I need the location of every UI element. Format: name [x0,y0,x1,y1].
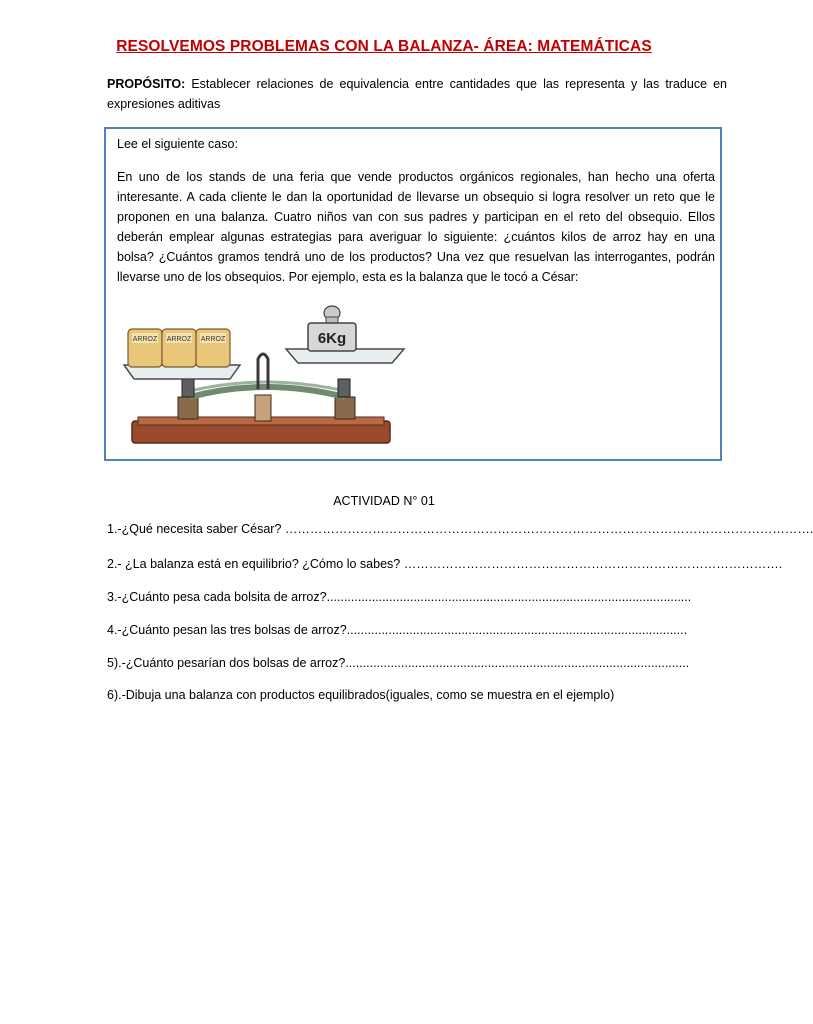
balance-scale-illustration [120,299,405,457]
question-3: 3.-¿Cuánto pesa cada bolsita de arroz?......................................................................................................... [107,590,692,604]
purpose-text: Establecer relaciones de equivalencia entre cantidades que las representa y las traduce en expresiones aditivas [107,77,727,111]
purpose-paragraph [107,74,727,114]
svg-text:6Kg: 6Kg [317,330,347,347]
svg-text:ARROZ: ARROZ [166,336,192,343]
rice-bag-icon [162,329,196,367]
page-title: RESOLVEMOS PROBLEMAS CON LA BALANZA- ÁREA: MATEMÁTICAS [116,38,652,55]
question-6: 6).-Dibuja una balanza con productos equilibrados(iguales, como se muestra en el ejemplo) [107,688,615,702]
rice-bag-icon [128,329,162,367]
balance-scale-icon [120,299,405,457]
case-heading: Lee el siguiente caso: [117,137,238,151]
question-2: 2.- ¿La balanza está en equilibrio? ¿Cómo lo sabes? ………………………………………………………………………………. [107,557,783,571]
svg-text:ARROZ: ARROZ [200,336,226,343]
question-4: 4.-¿Cuánto pesan las tres bolsas de arroz?.................................................................................................. [107,623,688,637]
question-5: 5).-¿Cuánto pesarían dos bolsas de arroz?................................................................................................... [107,656,690,670]
case-text: En uno de los stands de una feria que vende productos orgánicos regionales, han hecho una oferta interesante. A cada cliente le dan la oportunidad de llevarse un obsequio si logra resolver un reto que le proponen en una balanza. Cuatro niños van con sus padres y participan en el reto del obsequio. Ellos deberán emplear algunas estrategias para averiguar lo siguiente: ¿cuántos kilos de arroz hay en una bolsa? ¿Cuántos gramos tendrá uno de los productos? Una vez que resuelvan las interrogantes, podrán llevarse uno de los obsequios. Por ejemplo, esta es la balanza que le tocó a César: [117,170,715,284]
purpose-label: PROPÓSITO: [107,77,186,91]
rice-bag-icon [196,329,230,367]
svg-text:ARROZ: ARROZ [132,336,158,343]
activity-title: ACTIVIDAD N° 01 [333,494,435,508]
weight-6kg-icon [308,306,356,351]
question-1: 1.-¿Qué necesita saber César? ………………………………………………………………………………………………………………. [107,522,813,536]
case-box [104,127,722,461]
